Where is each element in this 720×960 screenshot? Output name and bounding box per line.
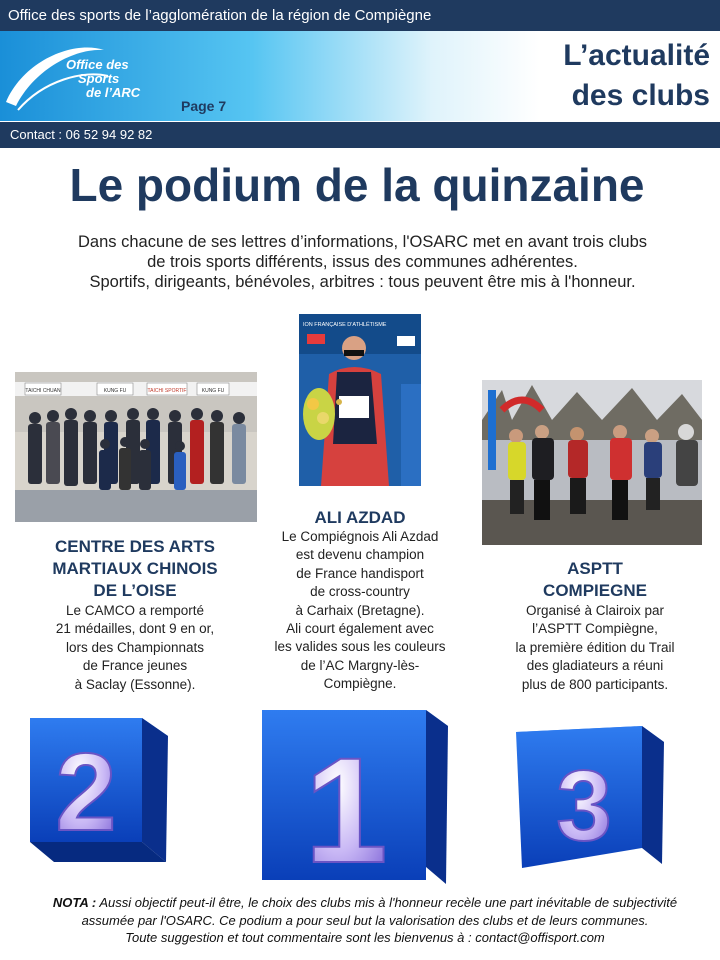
- logo-wordmark: [66, 58, 140, 100]
- note-line: [0, 894, 720, 912]
- contact-phone: Contact : 06 52 94 92 82: [10, 127, 153, 142]
- banner-sign: TAICHI SPORTIF: [147, 388, 187, 394]
- martial-arts-group-photo: [15, 372, 257, 522]
- podium-cube-third: [512, 724, 672, 874]
- desc-line: à Carhaix (Bretagne).: [295, 602, 425, 618]
- desc-line: la première édition du Trail: [515, 639, 675, 655]
- org-banner: [0, 0, 720, 31]
- rank-digit: 1: [304, 726, 388, 887]
- intro-line: de trois sports différents, issus des communes adhérentes.: [147, 253, 578, 271]
- logo-line: de l’ARC: [86, 85, 141, 100]
- banner-sign: TAICHI CHUAN: [25, 388, 61, 394]
- podium-cube-second: [30, 712, 180, 872]
- desc-line: lors des Championnats: [65, 639, 205, 655]
- club-desc-first: [245, 528, 475, 694]
- desc-line: Ali court également avec: [286, 621, 434, 637]
- podium-cube-first: [258, 702, 458, 887]
- backdrop-text: ION FRANÇAISE D'ATHLÉTISME: [303, 322, 387, 328]
- desc-line: de l’AC Margny-lès-: [300, 657, 420, 673]
- club-name-line: MARTIAUX CHINOIS: [52, 559, 218, 578]
- desc-line: est devenu champion: [295, 547, 425, 563]
- club-name-line: DE L’OISE: [93, 581, 177, 600]
- desc-line: Le CAMCO a remporté: [65, 603, 205, 618]
- club-name-line: COMPIEGNE: [543, 581, 647, 600]
- desc-line: Organisé à Clairoix par: [525, 603, 665, 618]
- rank-digit: 2: [55, 731, 117, 854]
- contact-bar: [0, 122, 720, 148]
- org-name: Office des sports de l’agglomération de la région de Compiègne: [8, 7, 432, 24]
- desc-line: l’ASPTT Compiègne,: [532, 621, 658, 637]
- desc-line: de France jeunes: [82, 658, 188, 674]
- section-title: [563, 36, 710, 116]
- intro-line: Dans chacune de ses lettres d’informations, l'OSARC met en avant trois clubs: [78, 233, 647, 251]
- club-desc-third: [475, 602, 715, 694]
- desc-line: de France handisport: [296, 565, 424, 581]
- intro-line: Sportifs, dirigeants, bénévoles, arbitres : tous peuvent être mis à l'honneur.: [89, 273, 636, 291]
- club-name-second: [10, 536, 260, 602]
- banner-sign: KUNG FU: [103, 388, 127, 394]
- desc-line: les valides sous les couleurs: [274, 639, 446, 655]
- club-name-line: CENTRE DES ARTS: [55, 537, 215, 556]
- logo-line: Office des: [66, 57, 129, 72]
- desc-line: à Saclay (Essonne).: [74, 676, 196, 692]
- trail-runners-photo: [482, 380, 702, 545]
- note-line: assumée par l'OSARC. Ce podium a pour seul but la valorisation des clubs et de leurs communes.: [81, 912, 649, 928]
- club-name-third: [475, 558, 715, 602]
- intro-paragraph: [40, 232, 685, 292]
- desc-line: 21 médailles, dont 9 en or,: [55, 621, 215, 637]
- note-text: Aussi objectif peut-il être, le choix des clubs mis à l'honneur recèle une part inévitable de subjectivité: [96, 895, 678, 910]
- rank-digit: 3: [556, 750, 612, 862]
- desc-line: de cross-country: [310, 584, 410, 600]
- note-label: NOTA :: [52, 895, 97, 910]
- section-title-line: des clubs: [571, 79, 710, 112]
- note-line: Toute suggestion et tout commentaire sont les bienvenus à : contact@offisport.com: [125, 930, 605, 945]
- desc-line: Compiègne.: [323, 676, 397, 692]
- logo-line: Sports: [78, 71, 120, 86]
- section-title-line: L’actualité: [563, 39, 710, 72]
- desc-line: plus de 800 participants.: [521, 676, 669, 692]
- club-name-line: ASPTT: [567, 559, 623, 578]
- club-name-first: ALI AZDAD: [314, 508, 406, 527]
- club-desc-second: [10, 602, 260, 694]
- page-number: Page 7: [181, 98, 227, 114]
- desc-line: Le Compiégnois Ali Azdad: [281, 529, 439, 544]
- footer-note: [0, 894, 720, 947]
- banner-sign: KUNG FU: [201, 388, 225, 394]
- desc-line: des gladiateurs a réuni: [526, 658, 664, 674]
- runner-podium-photo: [299, 314, 421, 486]
- page-title: Le podium de la quinzaine: [69, 159, 645, 211]
